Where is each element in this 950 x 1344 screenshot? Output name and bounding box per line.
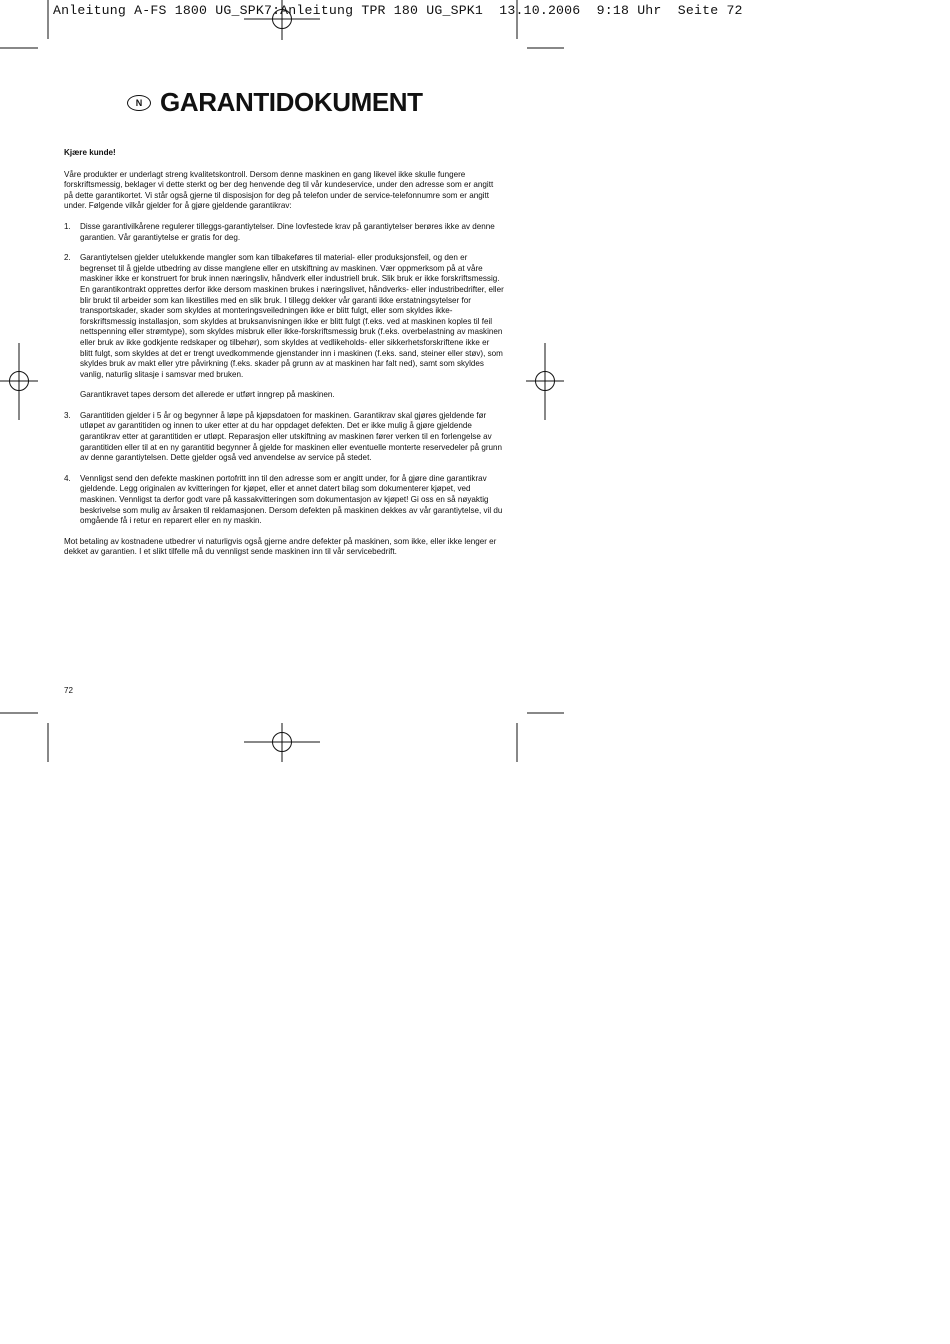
list-item: [64, 411, 504, 464]
language-badge: N: [127, 95, 151, 111]
list-item-number: 4.: [64, 473, 71, 483]
page-title: GARANTIDOKUMENT: [160, 86, 423, 117]
list-item: [64, 474, 504, 527]
list-item: [64, 253, 504, 401]
list-item-text: Garantikravet tapes dersom det allerede er utført inngrep på maskinen.: [80, 390, 335, 400]
list-item-text: Garantiytelsen gjelder utelukkende mangler som kan tilbakeføres til material- eller produksjonsfeil, og den er begrenset til å gjelde utbedring av disse manglene eller en utskiftning av maskinen. Vær oppmerksom på at våre maskiner ikke er konstruert for bruk innen næringsliv, håndverk eller industriell bruk. Slik bruk er ikke forskriftsmessig. En garantikontrakt opprettes derfor ikke dersom maskinen brukes i næringslivet, håndverks- eller industribedrifter, eller blir brukt til arbeider som kan likestilles med en slik bruk. I tillegg dekker vår garanti ikke erstatningsytelser for transportskader, skader som skyldes at monteringsveiledningen ikke er blitt fulgt, eller som skyldes ikke-forskriftsmessig installasjon, som skyldes at bruksanvisningen ikke er blitt fulgt (f.eks. ved at maskinen koples til feil nettspenning eller strømtype), som skyldes misbruk eller ikke-forskriftsmessig bruk (f.eks. overbelastning av maskinen eller bruk av ikke godkjente redskaper og tilbehør), som skyldes at vedlikeholds- eller sikkerhetsforskriftene ikke er blitt fulgt, som skyldes at det er trengt uvedkommende gjenstander inn i maskinen (f.eks. sand, steiner eller støv), som skyldes bruk av makt eller ytre påvirkning (f.eks. skader på grunn av at maskinen har falt ned), samt som skyldes vanlig, naturlig slitasje i samsvar med bruken.: [80, 253, 504, 379]
list-item-number: 1.: [64, 221, 71, 231]
list-item-number: 2.: [64, 253, 71, 263]
list-item-text: Disse garantivilkårene regulerer tilleggs-garantiytelser. Dine lovfestede krav på garantiytelser berøres ikke av denne garantien. Vår garantiytelse er gratis for deg.: [80, 221, 495, 242]
list-item-text: Garantitiden gjelder i 5 år og begynner å løpe på kjøpsdatoen for maskinen. Garantikrav skal gjøres gjeldende før utløpet av garantitiden og innen to uker etter at du har oppdaget defekten. Det er ikke mulig å gjøre gjeldende garantikrav etter at garantitiden er utløpt. Reparasjon eller utskiftning av maskinen fører verken til en forlengelse av garantitiden eller til at en ny garantitid begynner å gjelde for maskinen eller eventuelle monterte reservedeler på grunn av denne garantiytelsen. Dette gjelder også ved anvendelse av service på stedet.: [80, 410, 503, 463]
greeting: Kjære kunde!: [64, 148, 116, 157]
list-item-text: Vennligst send den defekte maskinen portofritt inn til den adresse som er angitt under, for å gjøre dine garantikrav gjeldende. Legg originalen av kvitteringen for kjøpet, eller et annet datert bilag som dokumenterer kjøpet, ved maskinen. Vennligst ta derfor godt vare på kassakvitteringen som dokumentasjon av kjøpet! Gi oss en så nøyaktig beskrivelse som mulig av årsaken til reklamasjonen. Dersom defekten på maskinen dekkes av vår garantiytelse, vil du omgående få i retur en reparert eller en ny maskin.: [80, 473, 503, 526]
list-item-number: 3.: [64, 410, 71, 420]
page-header: [127, 85, 423, 119]
print-slug-line: Anleitung A-FS 1800 UG_SPK7:Anleitung TPR 180 UG_SPK1 13.10.2006 9:18 Uhr Seite 72: [53, 3, 743, 18]
intro-paragraph: Våre produkter er underlagt streng kvalitetskontroll. Dersom denne maskinen en gang likevel ikke skulle fungere forskriftsmessig, beklager vi dette sterkt og ber deg henvende deg til vår kundeservice, under den adresse som er angitt på dette garantikortet. Vi står også gjerne til disposisjon for deg på telefon under de service-telefonnumre som er angitt under. Følgende vilkår gjelder for å gjøre gjeldende garantikrav:: [64, 169, 494, 211]
page-number: 72: [64, 686, 74, 695]
list-item: [64, 222, 504, 243]
closing-paragraph: Mot betaling av kostnadene utbedrer vi naturligvis også gjerne andre defekter på maskinen, som ikke, eller ikke lenger er dekket av garantien. I et slikt tilfelle må du vennligst sende maskinen inn til vår servicebedrift.: [64, 536, 497, 557]
warranty-text: [64, 148, 504, 558]
